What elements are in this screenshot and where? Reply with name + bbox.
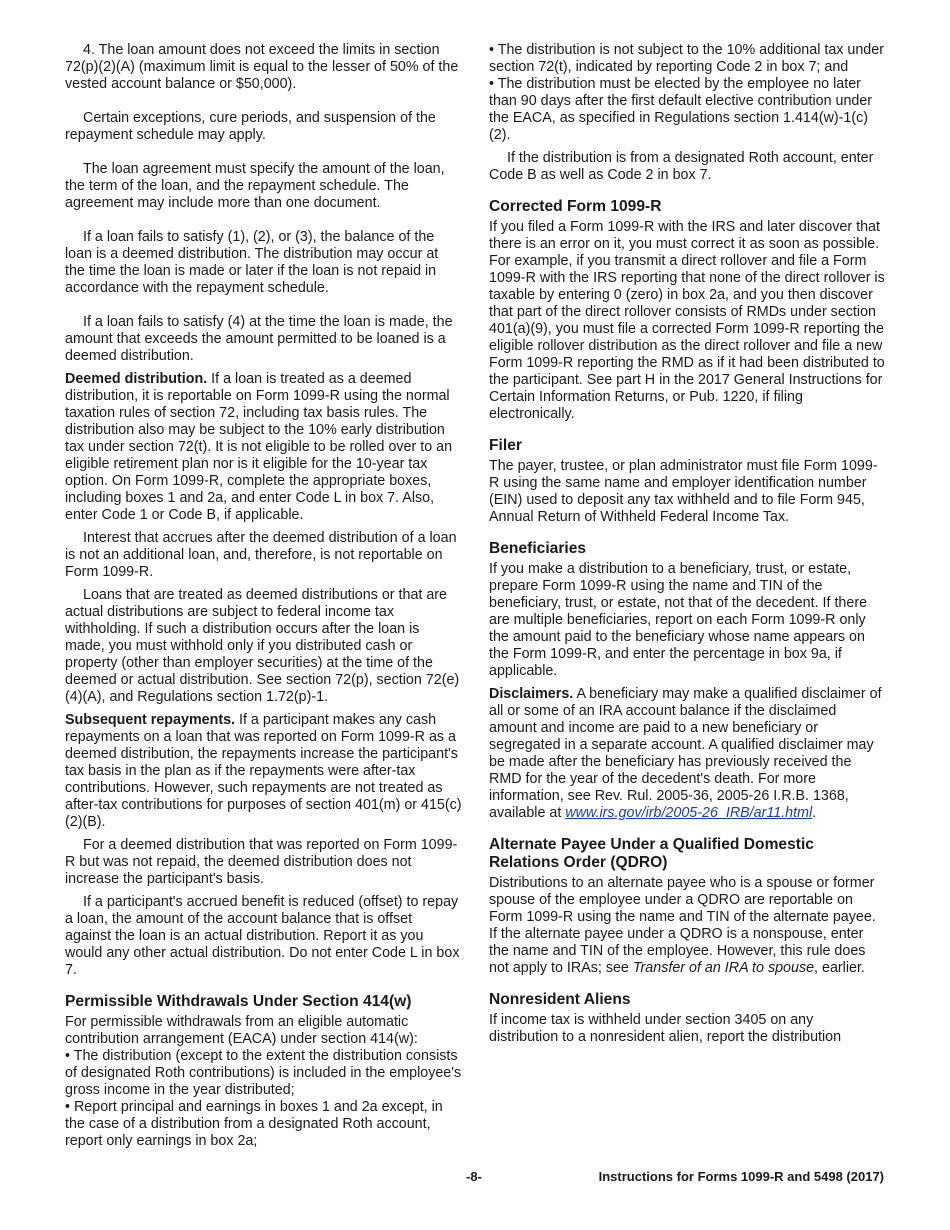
section-heading: Beneficiaries xyxy=(489,540,587,557)
paragraph: The loan agreement must specify the amount of the loan, the term of the loan, and the repayment schedule. The agreement may include more than one document. xyxy=(65,161,445,211)
bullet-item: • The distribution (except to the extent the distribution consists of designated Roth contributions) is included in the employee's gross income in the year distributed; xyxy=(65,1048,462,1098)
paragraph: Certain exceptions, cure periods, and suspension of the repayment schedule may apply. xyxy=(65,110,436,143)
paragraph: If income tax is withheld under section 3405 on any distribution to a nonresident alien, report the distribution xyxy=(489,1012,842,1045)
paragraph: If a participant's accrued benefit is reduced (offset) to repay a loan, the amount of the account balance that is offset against the loan is an actual distribution. Report it as you would any other actual distribution. Do not enter Code L in box 7. xyxy=(65,894,460,978)
bullet-item: • Report principal and earnings in boxes 1 and 2a except, in the case of a distribution from a designated Roth account, report only earnings in box 2a; xyxy=(65,1099,443,1149)
paragraph: If you filed a Form 1099-R with the IRS and later discover that there is an error on it, you must correct it as soon as possible. For example, if you transmit a direct rollover and file a Form 1099-R with the IRS reporting that none of the direct rollover is taxable by entering 0 (zero) in box 2a, and you then discover that part of the direct rollover consists of RMDs under section 401(a)(9), you must file a corrected Form 1099-R reporting the eligible rollover distribution as the direct rollover and file a new Form 1099-R reporting the RMD as if it had been distributed to the participant. See part H in the 2017 General Instructions for Certain Information Returns, or Pub. 1220, if filing electronically. xyxy=(489,219,885,422)
paragraph: If you make a distribution to a beneficiary, trust, or estate, prepare Form 1099-R using the name and TIN of the beneficiary, trust, or estate, not that of the decedent. If there are multiple beneficiaries, report on each Form 1099-R only the amount paid to the beneficiary whose name appears on the Form 1099-R, and enter the percentage in box 9a, if applicable. xyxy=(489,561,868,679)
paragraph: For permissible withdrawals from an eligible automatic contribution arrangement (EACA) under section 414(w): xyxy=(65,1014,418,1047)
paragraph: The payer, trustee, or plan administrator must file Form 1099-R using the same name and employer identification number (EIN) used to deposit any tax withheld and to file Form 945, Annual Return of Withheld Federal Income Tax. xyxy=(489,458,878,525)
right-column xyxy=(489,42,886,1046)
bullet-item: • The distribution is not subject to the 10% additional tax under section 72(t), indicated by reporting Code 2 in box 7; and xyxy=(489,42,884,75)
paragraph-body: If a participant makes any cash repayments on a loan that was reported on Form 1099-R as a deemed distribution, the repayments increase the participant's tax basis in the plan as if the repayments were after-tax contributions. However, such repayments are not treated as after-tax contributions for purposes of section 401(m) or 415(c)(2)(B). xyxy=(65,712,462,830)
run-in-heading: Subsequent repayments. xyxy=(65,712,236,728)
paragraph: Interest that accrues after the deemed distribution of a loan is not an additional loan, and, therefore, is not reportable on Form 1099-R. xyxy=(65,530,457,580)
paragraph-body: If a loan is treated as a deemed distribution, it is reportable on Form 1099-R using the normal taxation rules of section 72, including tax basis rules. The distribution also may be subject to the 10% early distribution tax under section 72(t). It is not eligible to be rolled over to an eligible retirement plan nor is it eligible for the 10-year tax option. On Form 1099-R, complete the appropriate boxes, including boxes 1 and 2a, and enter Code L in box 7. Also, enter Code 1 or Code B, if applicable. xyxy=(65,371,453,523)
bullet-item: • The distribution must be elected by the employee no later than 90 days after the first default elective contribution under the EACA, as specified in Regulations section 1.414(w)-1(c)(2). xyxy=(489,76,873,143)
paragraph: For a deemed distribution that was reported on Form 1099-R but was not repaid, the deemed distribution does not increase the participant's basis. xyxy=(65,837,458,887)
section-heading: Corrected Form 1099-R xyxy=(489,198,662,215)
irs-link[interactable]: www.irs.gov/irb/2005-26_IRB/ar11.html xyxy=(565,805,813,821)
paragraph-end: . xyxy=(812,805,817,821)
paragraph-body: Distributions to an alternate payee who is a spouse or former spouse of the employee under a QDRO are reportable on Form 1099-R using the name and TIN of the alternate payee. If the alternate payee under a QDRO is a nonspouse, enter the name and TIN of the employee. However, this rule does not apply to IRAs; see xyxy=(489,875,876,976)
subsequent-repayments-paragraph xyxy=(65,712,462,831)
section-heading: Filer xyxy=(489,437,522,454)
document-title: Instructions for Forms 1099-R and 5498 (2017) xyxy=(598,1169,884,1184)
cross-reference: Transfer of an IRA to spouse xyxy=(632,960,815,976)
paragraph: If the distribution is from a designated Roth account, enter Code B as well as Code 2 in box 7. xyxy=(489,150,874,183)
section-heading: Nonresident Aliens xyxy=(489,991,631,1008)
section-heading: Permissible Withdrawals Under Section 414(w) xyxy=(65,993,412,1010)
paragraph: 4. The loan amount does not exceed the limits in section 72(p)(2)(A) (maximum limit is equal to the lesser of 50% of the vested account balance or $50,000). xyxy=(65,42,459,92)
paragraph-body: A beneficiary may make a qualified disclaimer of all or some of an IRA account balance if the disclaimed amount and income are paid to a new beneficiary or segregated in a separate account. A qualified disclaimer may be made after the beneficiary has previously received the RMD for the year of the decedent's death. For more information, see Rev. Rul. 2005-36, 2005-26 I.R.B. 1368, available at xyxy=(489,686,882,821)
page-number: -8- xyxy=(466,1169,482,1184)
paragraph: If a loan fails to satisfy (1), (2), or (3), the balance of the loan is a deemed distribution. The distribution may occur at the time the loan is made or later if the loan is not repaid in accordance with the repayment schedule. xyxy=(65,229,439,296)
paragraph: Loans that are treated as deemed distributions or that are actual distributions are subject to federal income tax withholding. If such a distribution occurs after the loan is made, you must withhold only if you distributed cash or property (other than employer securities) at the time of the deemed or actual distribution. See section 72(p), section 72(e)(4)(A), and Regulations section 1.72(p)-1. xyxy=(65,587,460,705)
paragraph-end: , earlier. xyxy=(814,960,865,976)
disclaimers-paragraph xyxy=(489,686,886,822)
left-column xyxy=(65,42,462,1150)
paragraph: If a loan fails to satisfy (4) at the time the loan is made, the amount that exceeds the amount permitted to be loaned is a deemed distribution. xyxy=(65,314,453,364)
deemed-distribution-paragraph xyxy=(65,371,462,524)
qdro-paragraph xyxy=(489,875,886,977)
run-in-heading: Disclaimers. xyxy=(489,686,574,702)
run-in-heading: Deemed distribution. xyxy=(65,371,208,387)
section-heading: Alternate Payee Under a Qualified Domestic Relations Order (QDRO) xyxy=(489,836,814,871)
